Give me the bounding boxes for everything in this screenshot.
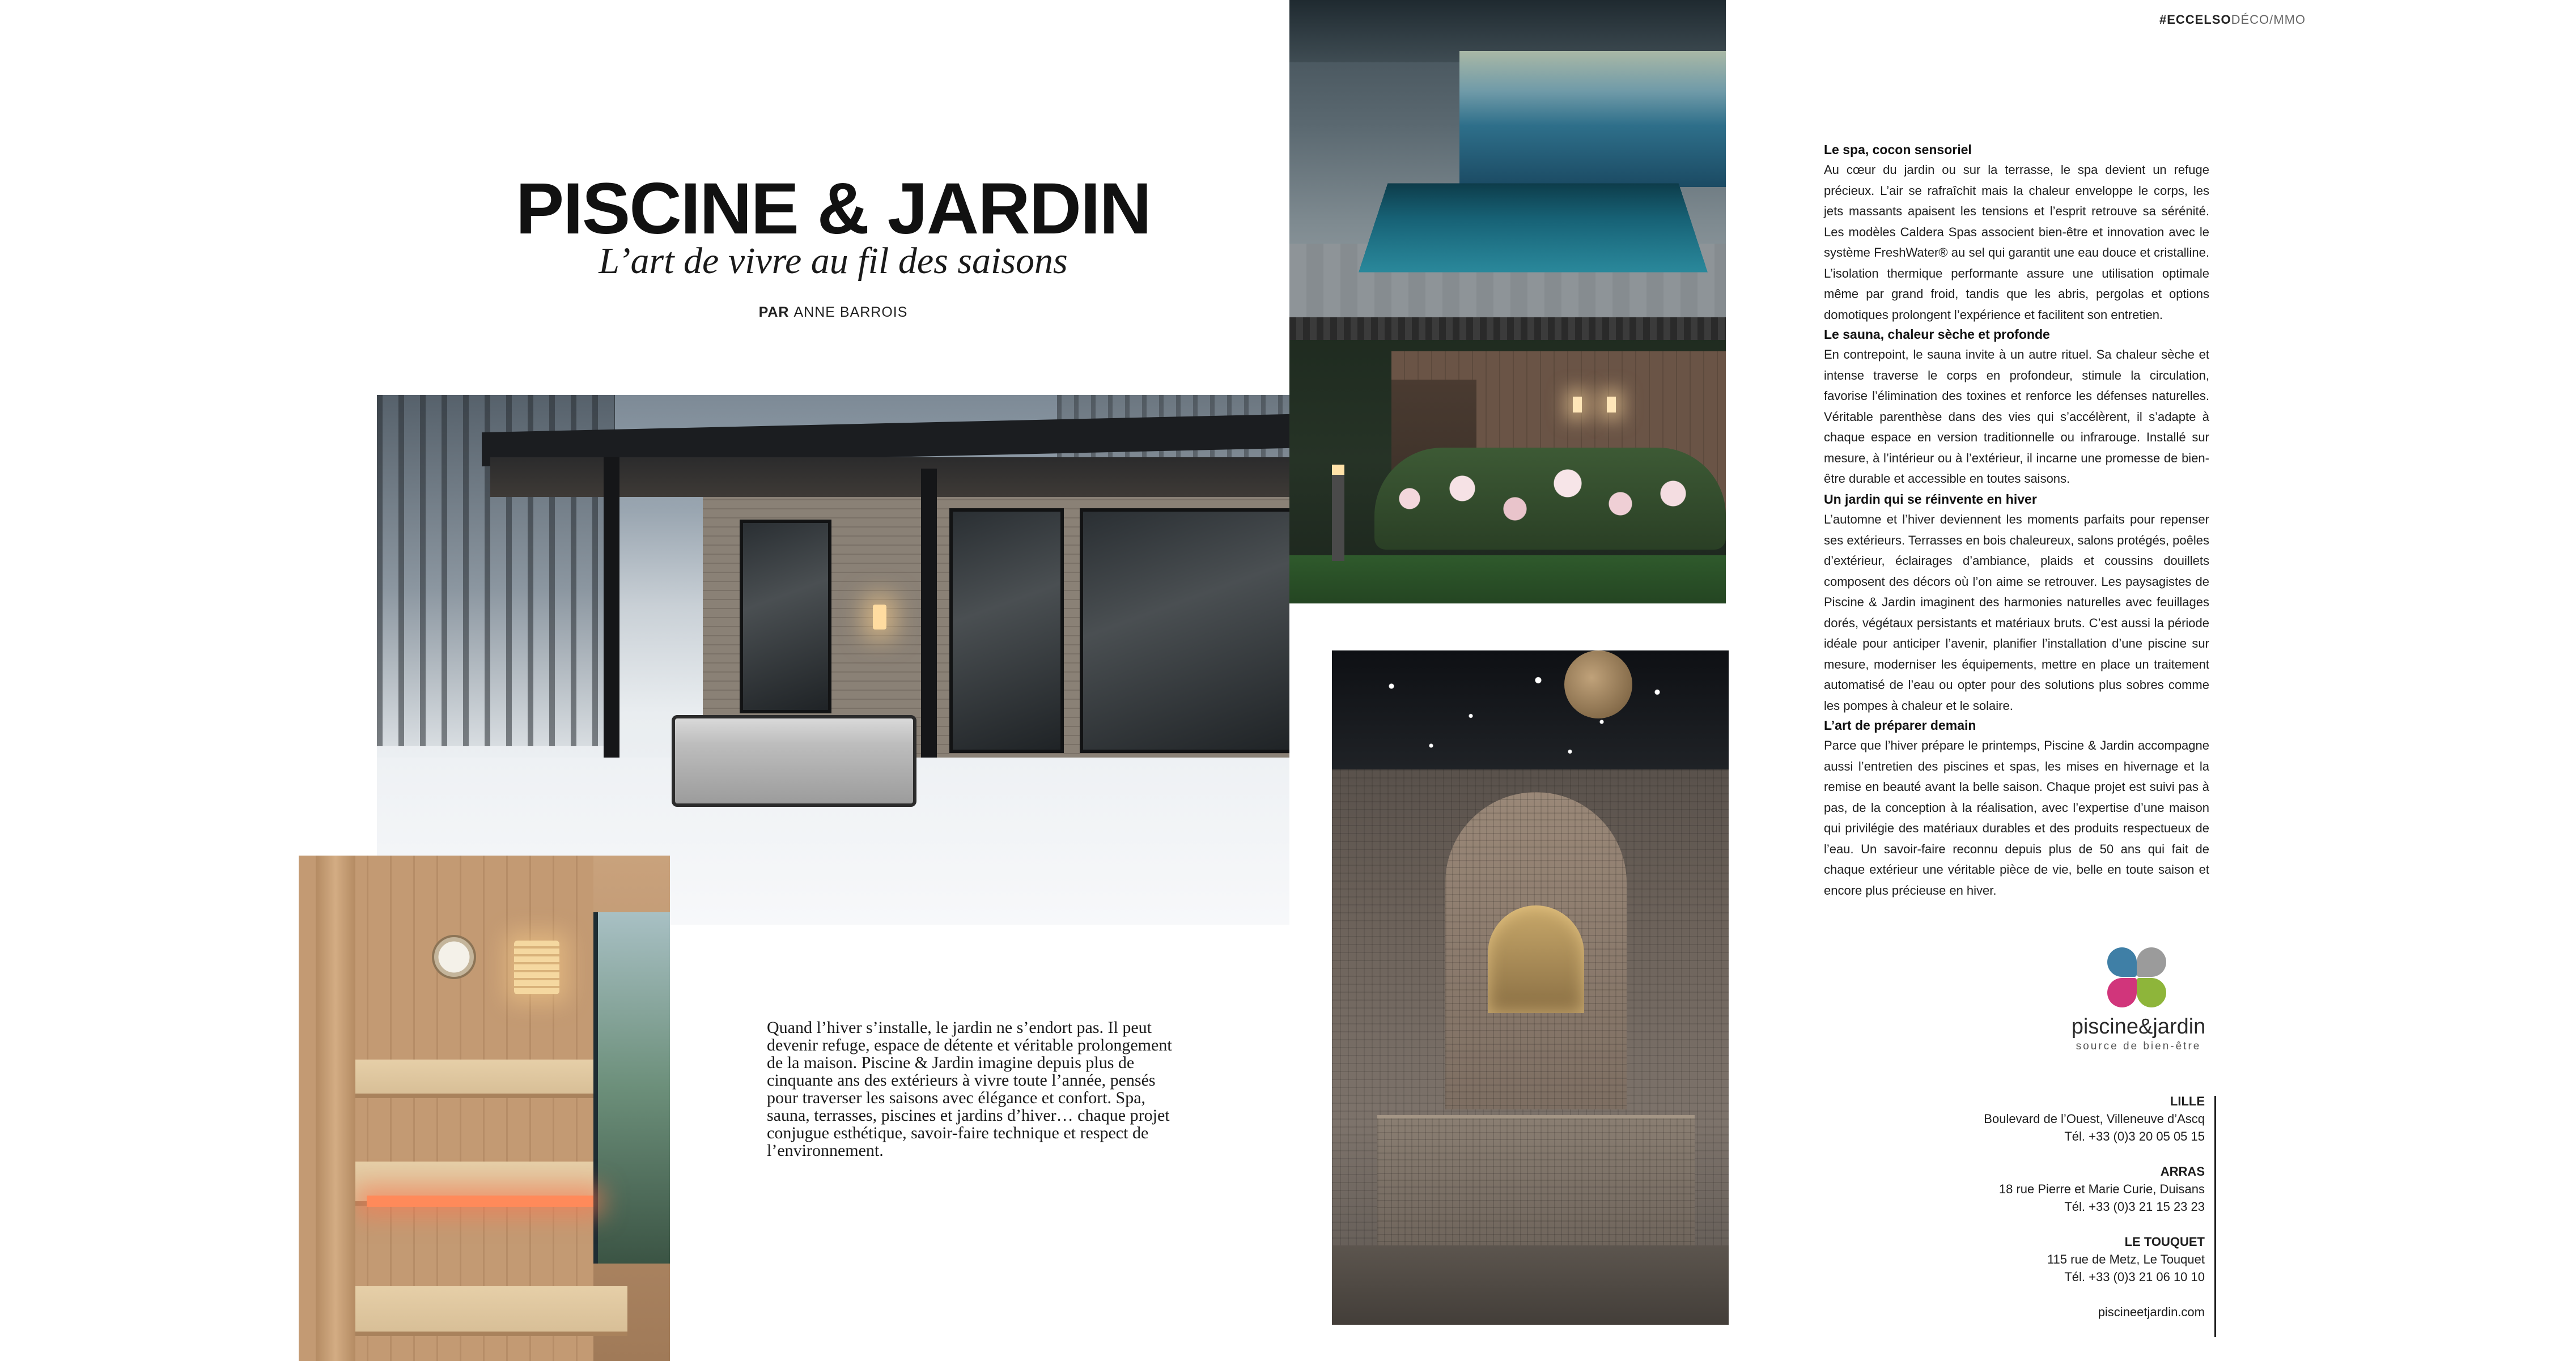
wall-lamp xyxy=(1573,397,1582,412)
sauna-thermometer xyxy=(432,935,476,979)
contacts-block xyxy=(1955,1092,2205,1321)
section-body: Au cœur du jardin ou sur la terrasse, le spa devient un refuge précieux. L’air se rafraîchit mais la chaleur enveloppe le corps, les jets massants apaisent les tensions et l’esprit retrouve sa sérénité. Les modèles Caldera Spas associent bien-être et innovation avec le système FreshWater® au sel qui garantit une eau douce et cristalline. L’isolation thermique performante assure une utilisation optimale même par grand froid, tandis que les abris, pergolas et options domotiques prolongent l’expérience et facilitent son entretien. xyxy=(1824,163,2209,322)
hammam-floor xyxy=(1332,1245,1729,1325)
lake-mural xyxy=(1459,51,1726,187)
brand-tagline: source de bien-être xyxy=(2076,1040,2201,1052)
section-heading: L’art de préparer demain xyxy=(1824,718,1976,733)
folio-tag xyxy=(2159,12,2306,27)
sauna-lamp xyxy=(514,941,559,994)
indoor-pool-photo xyxy=(1289,0,1726,317)
lit-niche xyxy=(1488,905,1584,1013)
page-subtitle: L’art de vivre au fil des saisons xyxy=(599,240,1068,282)
office-phone: Tél. +33 (0)3 21 06 10 10 xyxy=(2064,1270,2205,1284)
page-title: PISCINE & JARDIN xyxy=(515,168,1151,249)
starry-ceiling xyxy=(1332,650,1729,769)
section-heading: Un jardin qui se réinvente en hiver xyxy=(1824,492,2037,507)
winter-spa-photo xyxy=(377,395,1289,925)
pool-water xyxy=(1359,184,1708,273)
flowering-shrubs xyxy=(1374,448,1726,550)
section-heading: Le spa, cocon sensoriel xyxy=(1824,142,1972,157)
office-city: LE TOUQUET xyxy=(2124,1235,2205,1249)
section-heading: Le sauna, chaleur sèche et profonde xyxy=(1824,327,2050,342)
pergola-post xyxy=(604,457,619,775)
logo-petal-pink xyxy=(2107,978,2137,1007)
section-body: L’automne et l’hiver deviennent les moments parfaits pour repenser ses extérieurs. Terrasses en bois chaleureux, salons protégés, poêles d’extérieur, éclairages d’ambiance, plaids et coussins douillets composent des décors où l’on aime se retrouver. Les paysagistes de Piscine & Jardin imaginent des harmonies naturelles avec feuillages dorés, végétaux persistants et matériaux bruts. C’est aussi la période idéale pour anticiper l’avenir, planifier l’installation d’une piscine sur mesure, moderniser les équipements, mettre en place un traitement automatisé de l’eau ou opter pour des solutions plus sobres comme les pompes à chaleur et le solaire. xyxy=(1824,512,2209,713)
sauna-led-glow xyxy=(367,1196,593,1207)
section-preparation xyxy=(1824,715,2209,901)
office-city: LILLE xyxy=(2170,1094,2205,1108)
brand-logo-icon xyxy=(2103,947,2171,1010)
logo-petal-blue xyxy=(2107,947,2137,977)
intro-paragraph: Quand l’hiver s’installe, le jardin ne s’endort pas. Il peut devenir refuge, espace de détente et véritable prolongement de la maison. Piscine & Jardin imagine depuis plus de cinquante ans des extérieurs à vivre toute l’année, pensés pour traverser les saisons avec élégance et confort. Spa, sauna, terrasses, piscines et jardins d’hiver… chaque projet conjugue esthétique, savoir-faire technique et respect de l’environnement. xyxy=(767,1018,1172,1160)
hammam-photo xyxy=(1332,650,1729,1325)
byline xyxy=(377,304,1289,321)
garden-bollard-light xyxy=(1332,465,1344,561)
mosaic-bench xyxy=(1377,1115,1695,1249)
house-window xyxy=(740,520,831,713)
office-city: ARRAS xyxy=(2160,1164,2205,1179)
brand-name: piscine&jardin xyxy=(2071,1015,2206,1039)
sauna-lower-bench xyxy=(333,1286,627,1336)
sauna-window xyxy=(593,912,670,1264)
logo-petal-grey xyxy=(2137,947,2166,977)
website-link[interactable]: piscineetjardin.com xyxy=(2098,1305,2205,1319)
folio-bold: #ECCELSO xyxy=(2159,12,2231,27)
office-address: Boulevard de l’Ouest, Villeneuve d’Ascq xyxy=(1984,1112,2205,1126)
wall-lamp xyxy=(1607,397,1616,412)
sauna-post xyxy=(316,856,355,1361)
byline-author: ANNE BARROIS xyxy=(793,304,908,320)
sauna-backrest xyxy=(355,1060,593,1098)
section-sauna xyxy=(1824,324,2209,490)
wall-lamp xyxy=(873,605,886,630)
section-garden xyxy=(1824,489,2209,716)
section-body: En contrepoint, le sauna invite à un autre rituel. Sa chaleur sèche et intense traverse le corps en profondeur, stimule la circulation, favorise l’élimination des toxines et renforce les défenses naturelles. Véritable parenthèse dans des vies qui s’accélèrent, il s’adapte à chaque espace en version traditionnelle ou infrarouge. Installé sur mesure, à l’intérieur ou à l’extérieur, il incarne une promesse de bien-être durable et accessible en toutes saisons. xyxy=(1824,347,2209,486)
lawn xyxy=(1289,555,1726,603)
hot-tub xyxy=(672,715,916,807)
garden-photo xyxy=(1289,317,1726,603)
contacts-divider xyxy=(2214,1096,2216,1337)
sauna-photo xyxy=(299,856,670,1361)
office-phone: Tél. +33 (0)3 21 15 23 23 xyxy=(2064,1200,2205,1214)
house-window xyxy=(949,508,1064,753)
byline-prefix: PAR xyxy=(758,304,790,320)
section-body: Parce que l’hiver prépare le printemps, Piscine & Jardin accompagne aussi l’entretien des piscines et spas, les mises en hivernage et la remise en beauté avant la belle saison. Chaque projet est suivi pas à pas, de la conception à la réalisation, avec l’expertise d’une maison qui privilégie des matériaux durables et des produits respectueux de l’eau. Un savoir-faire reconnu depuis plus de 50 ans qui fait de chaque extérieur une véritable pièce de vie, belle en toute saison et encore plus précieuse en hiver. xyxy=(1824,738,2209,898)
folio-light: DÉCO/MMO xyxy=(2231,12,2306,27)
roof-edge xyxy=(1289,317,1726,340)
section-spa xyxy=(1824,139,2209,325)
logo-petal-green xyxy=(2137,978,2166,1007)
pergola-post xyxy=(921,469,937,775)
office-phone: Tél. +33 (0)3 20 05 05 15 xyxy=(2064,1129,2205,1143)
office-arras xyxy=(1955,1163,2205,1215)
house-window xyxy=(1080,508,1289,753)
office-lille xyxy=(1955,1092,2205,1145)
office-le-touquet xyxy=(1955,1233,2205,1286)
mosaic-globe-lamp xyxy=(1564,650,1632,718)
office-address: 18 rue Pierre et Marie Curie, Duisans xyxy=(1998,1182,2205,1196)
office-address: 115 rue de Metz, Le Touquet xyxy=(2047,1252,2205,1266)
